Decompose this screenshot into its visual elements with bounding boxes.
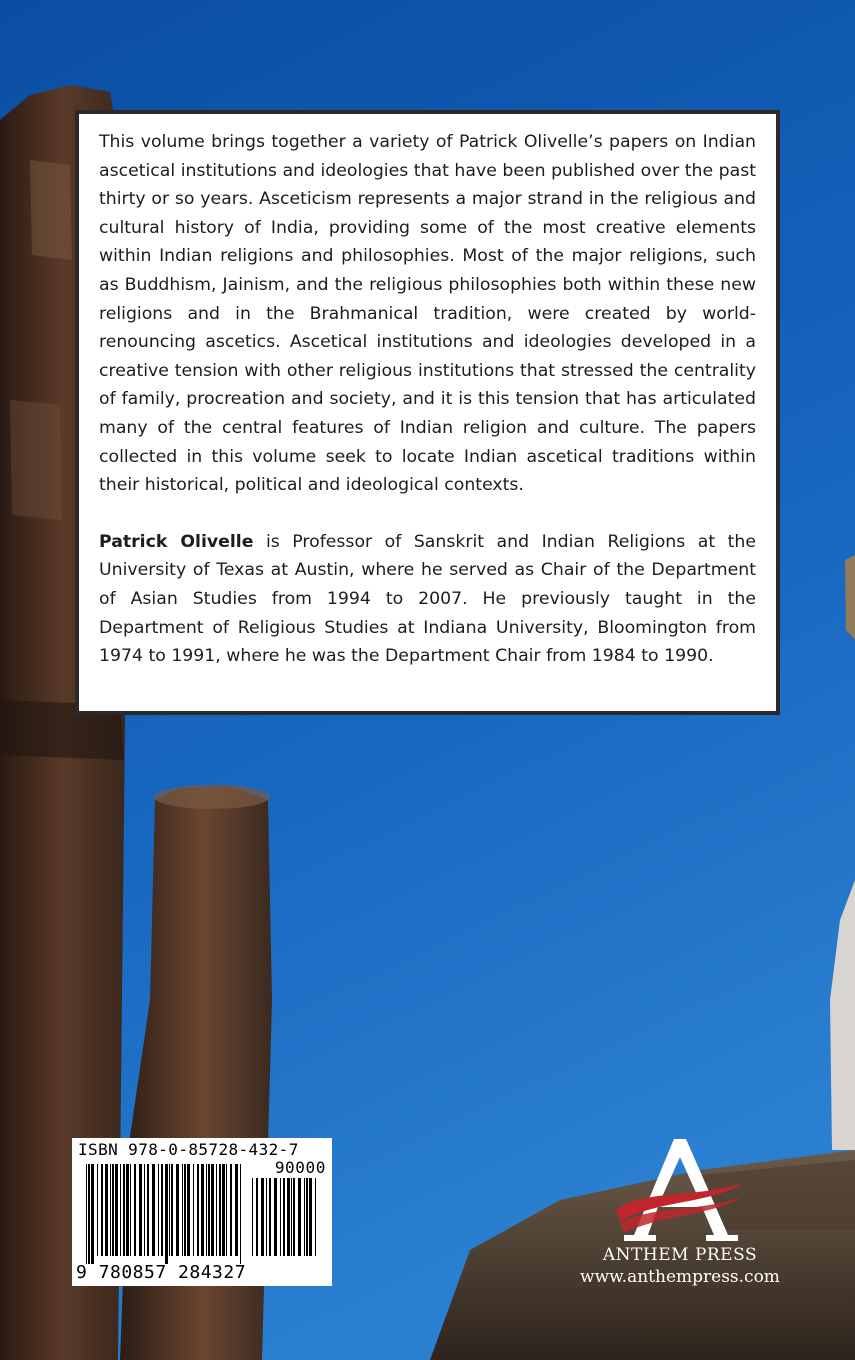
barcode-bar <box>144 1164 145 1256</box>
barcode-bar <box>309 1178 312 1256</box>
blurb-box <box>75 110 780 715</box>
barcode-bar <box>126 1164 129 1256</box>
barcode-bar <box>280 1178 281 1256</box>
publisher-url[interactable]: www.anthempress.com <box>580 1267 780 1287</box>
barcode-bar <box>304 1178 305 1256</box>
barcode-bar <box>97 1164 98 1256</box>
barcode-bar <box>256 1178 258 1256</box>
barcode-bar <box>171 1164 173 1256</box>
barcode-bar <box>240 1164 241 1264</box>
barcode-bar <box>86 1164 87 1264</box>
author-bio-text: is Professor of Sanskrit and Indian Religions at the University of Texas at Austin, where he served as Chair of the Department of Asian Studies from 1994 to 2007. He previously taught in the Department of Religious Studies at Indiana University, Bloomington from 1974 to 1991, where he was the Department Chair from 1984 to 1990. <box>99 531 756 667</box>
barcode-bar <box>184 1164 186 1256</box>
barcode-bar <box>123 1164 125 1256</box>
barcode-bar <box>261 1178 264 1256</box>
barcode-bar <box>216 1164 217 1256</box>
barcode-bar <box>169 1164 170 1256</box>
barcode-bar <box>158 1164 159 1256</box>
barcode-bars-addon <box>252 1178 322 1264</box>
barcode-bar <box>105 1164 108 1256</box>
barcode-bar <box>193 1164 194 1256</box>
barcode-bar <box>147 1164 149 1256</box>
barcode-bar <box>298 1178 301 1256</box>
barcode-bar <box>165 1164 168 1264</box>
publisher-block <box>565 1135 795 1295</box>
barcode-bar <box>222 1164 225 1256</box>
publisher-name: ANTHEM PRESS <box>602 1245 758 1265</box>
price-code: 90000 <box>274 1158 326 1177</box>
barcode-bar <box>161 1164 163 1256</box>
barcode-bar <box>110 1164 111 1256</box>
barcode-bar <box>266 1178 267 1256</box>
barcode-bar <box>252 1178 253 1256</box>
barcode-bar <box>176 1164 179 1256</box>
barcode-bar <box>182 1164 183 1256</box>
barcode-bar <box>269 1178 271 1256</box>
barcode-bar <box>306 1178 308 1256</box>
ean-digits: 9 780857 284327 <box>76 1262 247 1283</box>
author-name: Patrick Olivelle <box>99 531 254 552</box>
barcode-bar <box>91 1164 94 1264</box>
barcode-bar <box>187 1164 190 1256</box>
barcode-bar <box>120 1164 121 1256</box>
barcode-bar <box>293 1178 295 1256</box>
barcode-bar <box>226 1164 227 1256</box>
barcode-bar <box>115 1164 118 1256</box>
isbn-label: ISBN 978-0-85728-432-7 <box>78 1140 299 1159</box>
author-bio-paragraph <box>99 528 756 671</box>
barcode-bar <box>197 1164 199 1256</box>
blurb-paragraph: This volume brings together a variety of Patrick Olivelle’s papers on Indian ascetical institutions and ideologies that have been published over the past thirty or so years. Asceticism represents a major strand in the religious and cultural history of India, providing some of the most creative elements within Indian religions and philosophies. Most of the major religions, such as Buddhism, Jainism, and the religious philosophies both within these new religions and in the Brahmanical tradition, were created by world-renouncing ascetics. Ascetical institutions and ideologies developed in a creative tension with other religious institutions that stressed the centrality of family, procreation and society, and it is this tension that has articulated many of the central features of Indian religion and culture. The papers collected in this volume seek to locate Indian ascetical traditions within their historical, political and ideological contexts. <box>99 132 756 496</box>
isbn-barcode <box>72 1138 332 1286</box>
barcode-bar <box>130 1164 131 1256</box>
barcode-bar <box>211 1164 214 1256</box>
barcode-bar <box>201 1164 204 1256</box>
barcode-bar <box>134 1164 136 1256</box>
barcode-bar <box>112 1164 114 1256</box>
anthem-a-logo-icon <box>610 1135 750 1245</box>
barcode-bar <box>208 1164 210 1256</box>
barcode-bar <box>206 1164 207 1256</box>
barcode-bar <box>88 1164 90 1264</box>
barcode-bar <box>152 1164 155 1256</box>
barcode-bar <box>235 1164 238 1256</box>
barcode-bar <box>283 1178 285 1256</box>
barcode-bar <box>287 1178 290 1256</box>
barcode-bars-main <box>86 1164 246 1264</box>
barcode-bar <box>230 1164 232 1256</box>
barcode-bar <box>315 1178 316 1256</box>
barcode-bar <box>139 1164 142 1256</box>
barcode-bar <box>101 1164 103 1256</box>
barcode-bar <box>291 1178 292 1256</box>
barcode-bar <box>274 1178 277 1256</box>
barcode-bar <box>219 1164 221 1256</box>
